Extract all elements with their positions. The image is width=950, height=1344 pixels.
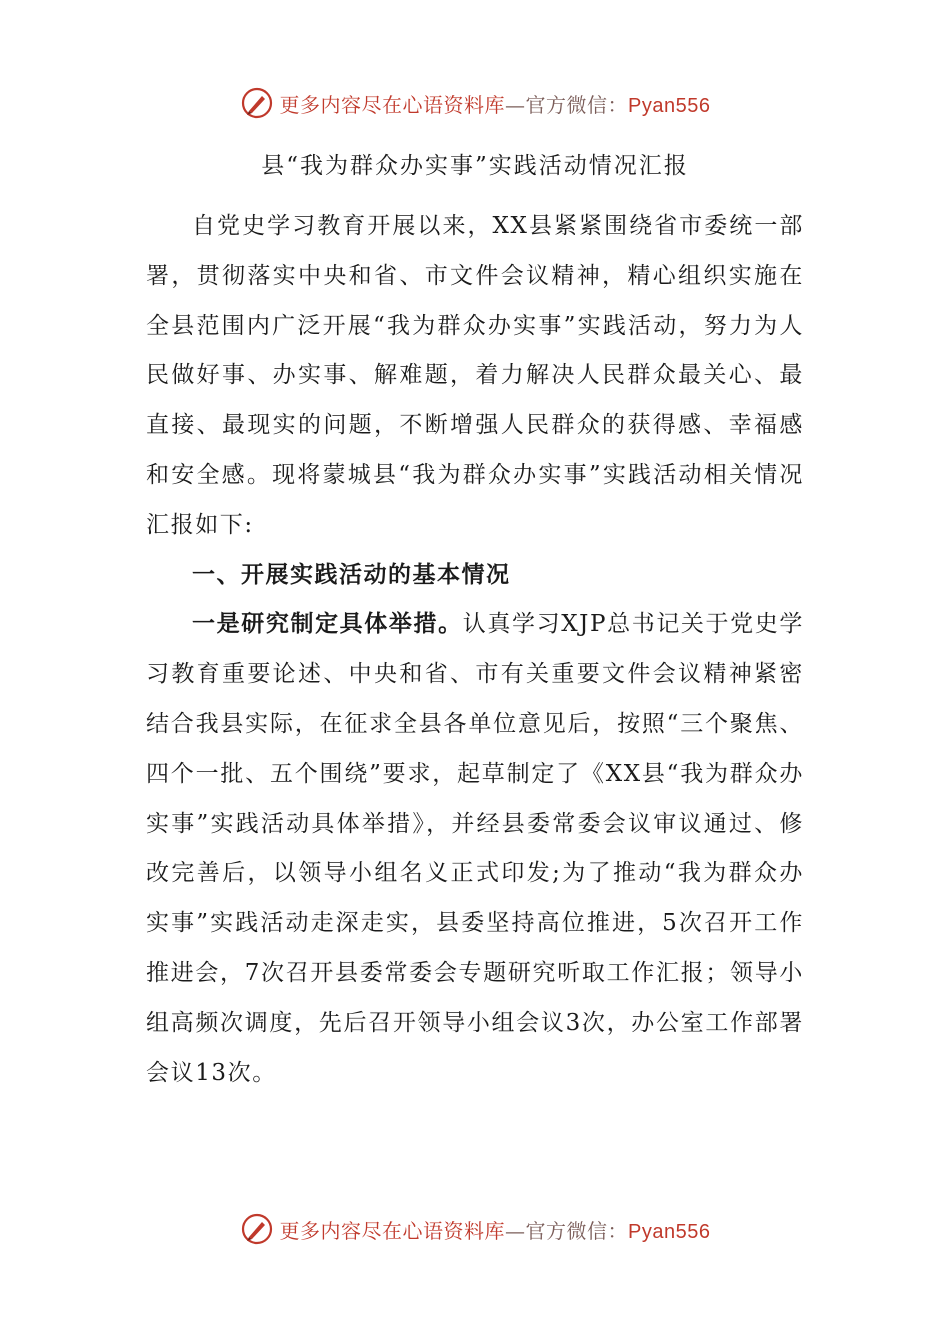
pen-logo-icon	[240, 86, 274, 120]
intro-paragraph: 自党史学习教育开展以来，XX县紧紧围绕省市委统一部署，贯彻落实中央和省、市文件会议精神，精心组织实施在全县范围内广泛开展“我为群众办实事”实践活动，努力为人民做好事、办实事、解难题，着力解决人民群众最关心、最直接、最现实的问题，不断增强人民群众的获得感、幸福感和安全感。现将蒙城县“我为群众办实事”实践活动相关情况汇报如下:	[146, 213, 804, 538]
watermark-text: 更多内容尽在心语资料库—官方微信：Pyan556	[279, 92, 711, 117]
document-body	[146, 146, 804, 1098]
footer-watermark	[0, 1212, 950, 1246]
header-watermark	[0, 86, 950, 120]
paragraph-lead: 一是研究制定具体举措。	[192, 611, 463, 638]
pen-logo-icon	[240, 1212, 274, 1246]
section-heading: 一、开展实践活动的基本情况	[192, 561, 511, 588]
section-paragraph	[146, 600, 804, 1098]
document-title: 县“我为群众办实事”实践活动情况汇报	[261, 153, 689, 179]
paragraph-body: 认真学习XJP总书记关于党史学习教育重要论述、中央和省、市有关重要文件会议精神紧密结合我县实际，在征求全县各单位意见后，按照“三个聚焦、四个一批、五个围绕”要求，起草制定了《XX县“我为群众办实事”实践活动具体举措》，并经县委常委会议审议通过、修改完善后，以领导小组名义正式印发;为了推动“我为群众办实事”实践活动走深走实，县委坚持高位推进，5次召开工作推进会，7次召开县委常委会专题研究听取工作汇报；领导小组高频次调度，先后召开领导小组会议3次，办公室工作部署会议13次。	[146, 611, 804, 1086]
watermark-text: 更多内容尽在心语资料库—官方微信：Pyan556	[279, 1218, 711, 1243]
